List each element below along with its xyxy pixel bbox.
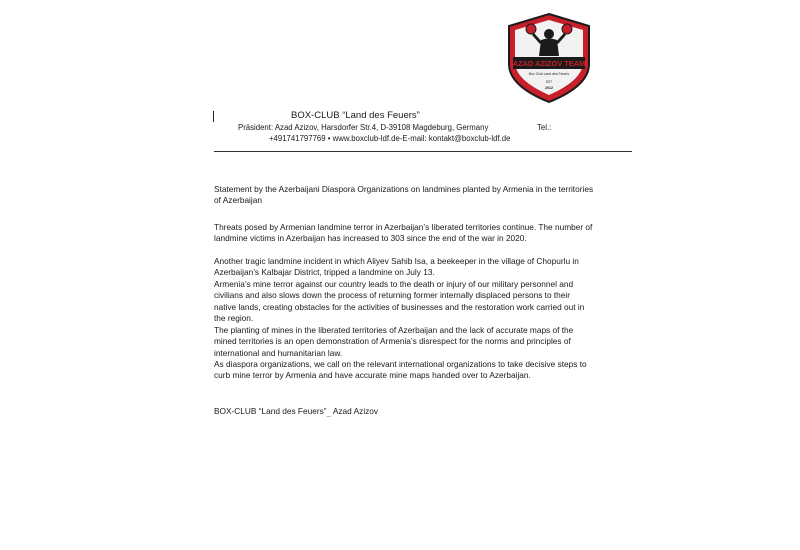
signature-club: BOX-CLUB “Land des Feuers” [214, 406, 327, 416]
statement-paragraph: As diaspora organizations, we call on the relevant international organizations to take decisive steps to curb mine terror by Armenia and have accurate mine maps handed over to Azerbaijan. [214, 359, 587, 381]
letterhead-contact: +491741797769 • www.boxclub-ldf.de-E-mail: kontakt@boxclub-ldf.de [269, 134, 511, 143]
statement-paragraph: Threats posed by Armenian landmine terror in Azerbaijan’s liberated territories continue. The number of landmine victims in Azerbaijan has increased to 303 since the end of the war in 2020. [214, 222, 593, 244]
statement-paragraph: The planting of mines in the liberated territories of Azerbaijan and the lack of accurate maps of the mined territories is an open demonstration of Armenia’s disrespect for the norms and principles of international and humanitarian law. [214, 325, 574, 358]
statement-heading: Statement by the Azerbaijani Diaspora Organizations on landmines planted by Armenia in the territories of Azerbaijan [214, 184, 594, 206]
signature-line [214, 406, 594, 420]
text-cursor-mark [213, 111, 214, 122]
logo-est: EST [545, 80, 553, 84]
statement-paragraph: Another tragic landmine incident in which Aliyev Sahib Isa, a beekeeper in the village of Chopurlu in Azerbaijan’s Kalbajar District, tripped a landmine on July 13. [214, 256, 579, 278]
letterhead-tel-label: Tel.: [537, 123, 552, 132]
letterhead-club-name: BOX-CLUB “Land des Feuers” [291, 110, 420, 121]
logo-subtitle: Box Club Land des Feuers [528, 72, 570, 76]
statement-paragraph: Armenia’s mine terror against our country leads to the death or injury of our military personnel and civilians and also slows down the process of returning former internally displaced persons to their native lands, creating obstacles for the activities of businesses and the restoration work carried out in the region. [214, 279, 585, 324]
logo-title: AZAD AZIZOV TEAM [512, 59, 586, 68]
letterhead-divider [214, 151, 632, 152]
signature-name: Azad Azizov [332, 406, 379, 416]
logo-year: 2012 [545, 86, 553, 90]
letterhead-address: Präsident: Azad Azizov, Harsdorfer Str.4, D-39108 Magdeburg, Germany [238, 123, 489, 132]
signature-mark: ˬˬˬ [326, 412, 332, 417]
club-logo [505, 12, 593, 104]
